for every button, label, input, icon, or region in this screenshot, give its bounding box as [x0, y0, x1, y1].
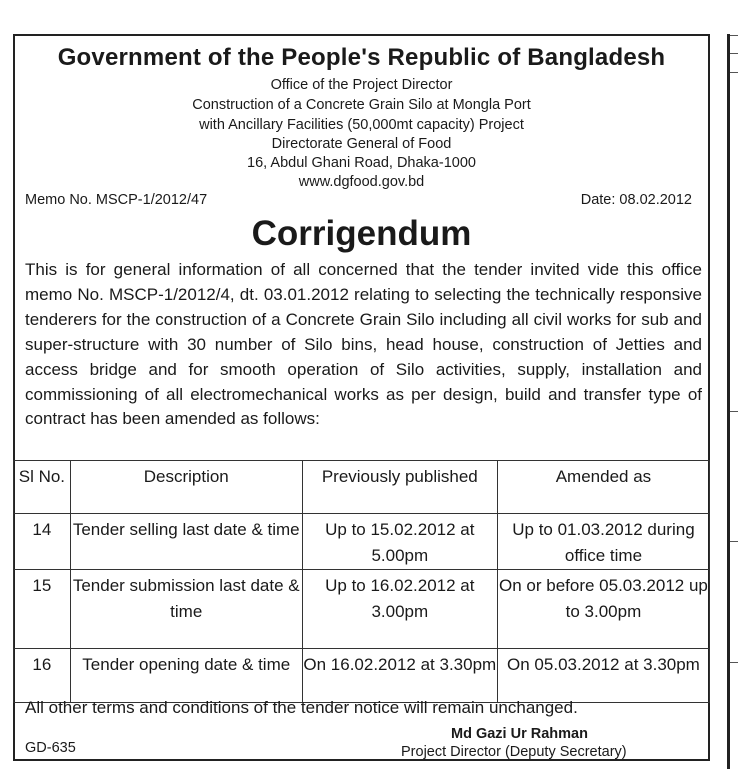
table-row: [14, 514, 710, 570]
cell-amended: On 05.03.2012 at 3.30pm: [497, 649, 709, 703]
cell-amended: On or before 05.03.2012 up to 3.00pm: [497, 570, 709, 649]
cell-previous: On 16.02.2012 at 3.30pm: [302, 649, 497, 703]
cell-previous: Up to 16.02.2012 at 3.00pm: [302, 570, 497, 649]
cell-sl: 14: [14, 514, 71, 570]
header-amended-as: Amended as: [497, 461, 709, 514]
cell-description: Tender submission last date & time: [70, 570, 302, 649]
project-line-1: Construction of a Concrete Grain Silo at Mongla Port: [192, 97, 531, 113]
table-row: [14, 570, 710, 649]
address-line: 16, Abdul Ghani Road, Dhaka-1000: [247, 155, 476, 171]
directorate-line: Directorate General of Food: [271, 136, 452, 152]
table-row: [14, 649, 710, 703]
gd-number: GD-635: [25, 740, 76, 756]
cell-description: Tender opening date & time: [70, 649, 302, 703]
adjacent-column-edge: [727, 26, 737, 769]
memo-number: Memo No. MSCP-1/2012/47: [25, 192, 208, 208]
memo-date: Date: 08.02.2012: [580, 192, 692, 208]
unchanged-terms-note: All other terms and conditions of the tender notice will remain unchanged.: [25, 698, 578, 717]
body-paragraph: This is for general information of all concerned that the tender invited vide this office memo No. MSCP-1/2012/4, dt. 03.01.2012 relating to selecting the technically responsive tenderers for the construction of a Concrete Grain Silo including all civil works for sub and super-structure with 30 number of Silo bins, head house, construction of Jetties and access bridge and for smooth operation of Silo activities, supply, installation and commissioning of all electromechanical works as per design, build and transfer type of contract has been amended as follows:: [25, 260, 702, 429]
cell-amended: Up to 01.03.2012 during office time: [497, 514, 709, 570]
signatory-title: Project Director (Deputy Secretary): [401, 744, 627, 760]
office-line: Office of the Project Director: [270, 77, 453, 93]
header-previously-published: Previously published: [302, 461, 497, 514]
corrigendum-notice: [13, 34, 710, 761]
signatory-name: Md Gazi Ur Rahman: [451, 726, 588, 742]
website-line: www.dgfood.gov.bd: [298, 174, 425, 190]
government-title: Government of the People's Republic of Bangladesh: [57, 44, 666, 71]
cell-previous: Up to 15.02.2012 at 5.00pm: [302, 514, 497, 570]
cell-description: Tender selling last date & time: [70, 514, 302, 570]
header-description: Description: [70, 461, 302, 514]
cell-sl: 15: [14, 570, 71, 649]
amendment-table: [13, 460, 710, 703]
header-sl-no: Sl No.: [14, 461, 71, 514]
cell-sl: 16: [14, 649, 71, 703]
corrigendum-heading: Corrigendum: [251, 214, 472, 253]
table-header-row: [14, 461, 710, 514]
project-line-2: with Ancillary Facilities (50,000mt capacity) Project: [199, 117, 524, 133]
